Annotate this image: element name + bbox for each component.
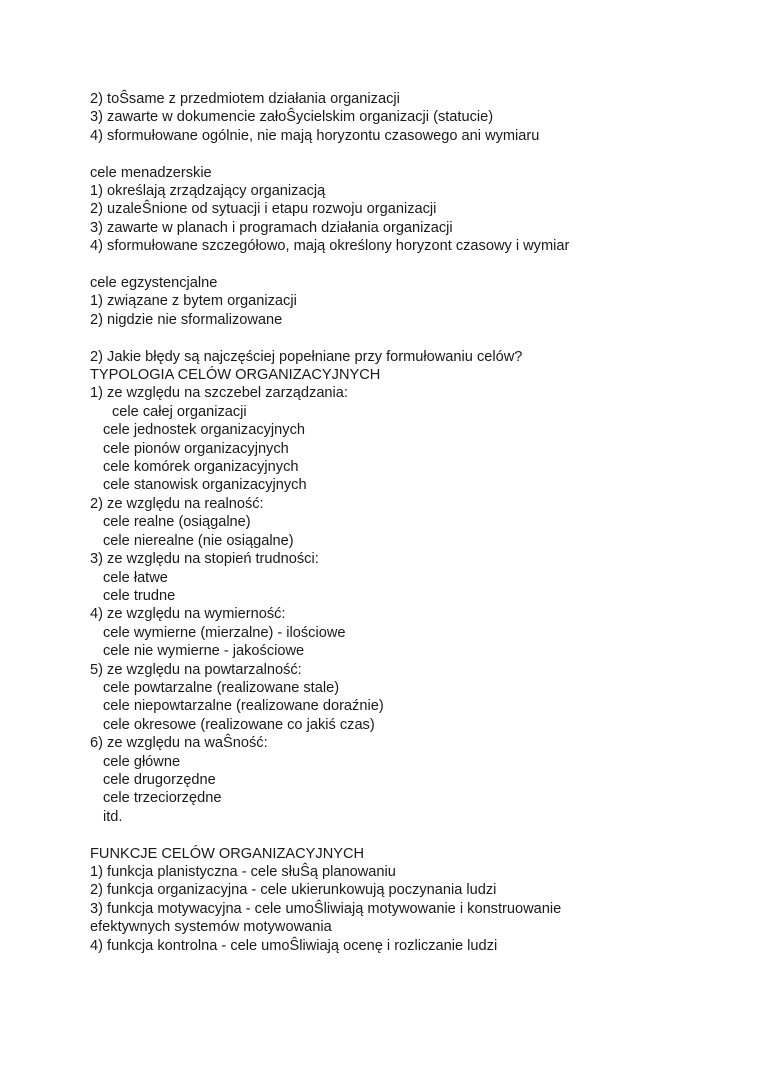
- list-item-text: cele stanowisk organizacyjnych: [103, 477, 307, 494]
- section-heading-existential: cele egzystencjalne: [90, 275, 218, 292]
- text-line: 3) funkcja motywacyjna - cele umoŜliwiają motywowanie i konstruowanie: [90, 900, 562, 917]
- blank-line: [90, 826, 710, 844]
- typology-group-title: 3) ze względu na stopień trudności:: [90, 551, 319, 568]
- list-item-text: cele drugorzędne: [103, 771, 216, 788]
- list-item: [90, 403, 710, 421]
- list-item: [90, 513, 710, 531]
- list-item-text: itd.: [103, 808, 123, 825]
- list-item-text: cele nie wymierne - jakościowe: [103, 643, 305, 660]
- text-line: 2) uzaleŜnione od sytuacji i etapu rozwoju organizacji: [90, 201, 437, 218]
- blank-line: [90, 145, 710, 163]
- list-item: [90, 458, 710, 476]
- list-item: [90, 679, 710, 697]
- list-item-text: cele całej organizacji: [112, 403, 247, 420]
- section-heading-functions: FUNKCJE CELÓW ORGANIZACYJNYCH: [90, 845, 365, 862]
- list-item-text: cele komórek organizacyjnych: [103, 459, 299, 476]
- list-item-text: cele powtarzalne (realizowane stale): [103, 679, 340, 696]
- list-item-text: cele niepowtarzalne (realizowane doraźnie): [103, 698, 384, 715]
- text-line: efektywnych systemów motywowania: [90, 919, 332, 936]
- list-item: [90, 440, 710, 458]
- section-heading-managerial: cele menadzerskie: [90, 164, 212, 181]
- text-line: 1) związane z bytem organizacji: [90, 293, 297, 310]
- list-item: [90, 771, 710, 789]
- typology-group-title: 4) ze względu na wymierność:: [90, 606, 286, 623]
- list-item-text: cele realne (osiągalne): [103, 514, 251, 531]
- section-heading-typology: TYPOLOGIA CELÓW ORGANIZACYJNYCH: [90, 367, 381, 384]
- list-item-text: cele trzeciorzędne: [103, 790, 222, 807]
- list-item: [90, 532, 710, 550]
- typology-group-title: 5) ze względu na powtarzalność:: [90, 661, 302, 678]
- list-item-text: cele trudne: [103, 587, 176, 604]
- list-item-text: cele główne: [103, 753, 181, 770]
- list-item: [90, 569, 710, 587]
- list-item: [90, 808, 710, 826]
- typology-group-title: 6) ze względu na waŜność:: [90, 735, 268, 752]
- list-item-text: cele jednostek organizacyjnych: [103, 422, 305, 439]
- list-item: [90, 624, 710, 642]
- text-line: 3) zawarte w planach i programach działania organizacji: [90, 219, 453, 236]
- list-item: [90, 697, 710, 715]
- list-item: [90, 587, 710, 605]
- text-line: 2) funkcja organizacyjna - cele ukierunkowują poczynania ludzi: [90, 882, 497, 899]
- text-line: 4) funkcja kontrolna - cele umoŜliwiają ocenę i rozliczanie ludzi: [90, 937, 498, 954]
- list-item-text: cele wymierne (mierzalne) - ilościowe: [103, 624, 346, 641]
- list-item: [90, 642, 710, 660]
- list-item-text: cele okresowe (realizowane co jakiś czas): [103, 716, 375, 733]
- list-item-text: cele nierealne (nie osiągalne): [103, 532, 294, 549]
- list-item: [90, 476, 710, 494]
- question-line: 2) Jakie błędy są najczęściej popełniane przy formułowaniu celów?: [90, 348, 523, 365]
- text-line: 1) funkcja planistyczna - cele słuŜą planowaniu: [90, 864, 396, 880]
- text-line: 2) nigdzie nie sformalizowane: [90, 311, 283, 328]
- list-item-text: cele łatwe: [103, 569, 168, 586]
- text-line: 2) toŜsame z przedmiotem działania organizacji: [90, 91, 400, 107]
- list-item: [90, 716, 710, 734]
- list-item: [90, 789, 710, 807]
- typology-group-title: 2) ze względu na realność:: [90, 495, 264, 512]
- text-line: 3) zawarte w dokumencie załoŜycielskim organizacji (statucie): [90, 109, 494, 126]
- text-line: 4) sformułowane szczegółowo, mają określony horyzont czasowy i wymiar: [90, 238, 570, 255]
- list-item-text: cele pionów organizacyjnych: [103, 440, 289, 457]
- list-item: [90, 753, 710, 771]
- document-text: [90, 90, 710, 955]
- list-item: [90, 421, 710, 439]
- text-line: 1) określają zrządzający organizacją: [90, 183, 326, 200]
- blank-line: [90, 329, 710, 347]
- text-line: 4) sformułowane ogólnie, nie mają horyzontu czasowego ani wymiaru: [90, 127, 540, 144]
- blank-line: [90, 256, 710, 274]
- typology-group-title: 1) ze względu na szczebel zarządzania:: [90, 385, 348, 402]
